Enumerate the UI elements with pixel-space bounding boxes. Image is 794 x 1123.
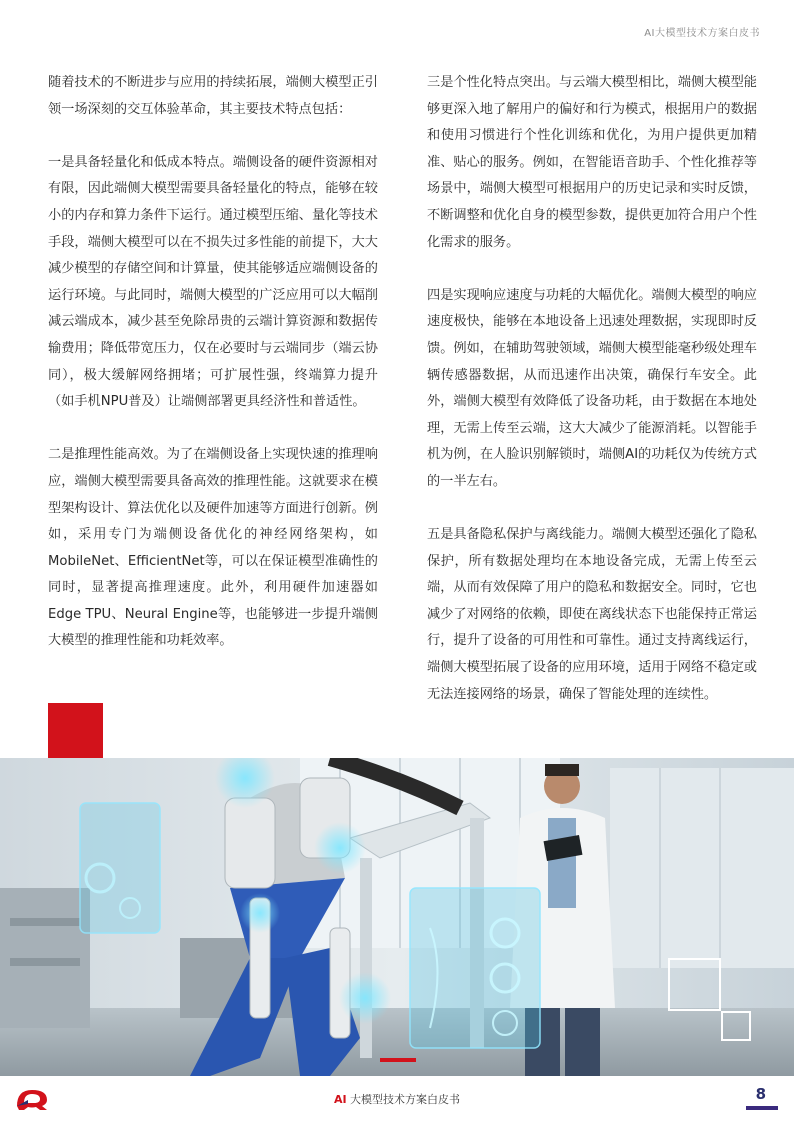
red-accent-square — [48, 703, 103, 758]
footer-title — [0, 1091, 794, 1107]
footer-title-rest: 大模型技术方案白皮书 — [346, 1093, 461, 1106]
left-column — [48, 70, 378, 682]
page-number: 8 — [755, 1085, 766, 1103]
paragraph-lightweight: 一是具备轻量化和低成本特点。端侧设备的硬件资源相对有限，因此端侧大模型需要具备轻量化的特点，能够在较小的内存和算力条件下运行。通过模型压缩、量化等技术手段，端侧大模型可以在不损失过多性能的前提下，大大减少模型的存储空间和计算量，使其能够适应端侧设备的运行环境。与此同时，端侧大模型的广泛应用可以大幅削减云端成本，减少甚至免除昂贵的云端计算资源和数据传输费用；降低带宽压力，仅在必要时与云端同步（端云协同），极大缓解网络拥堵；可扩展性强，终端算力提升（如手机NPU普及）让端侧部署更具经济性和普适性。 — [48, 154, 378, 410]
header-title: AI大模型技术方案白皮书 — [644, 28, 760, 39]
intro-paragraph: 随着技术的不断进步与应用的持续拓展，端侧大模型正引领一场深刻的交互体验革命，其主要技术特点包括： — [48, 75, 378, 117]
photo-frame-outline-large — [668, 958, 721, 1011]
paragraph-inference: 二是推理性能高效。为了在端侧设备上实现快速的推理响应，端侧大模型需要具备高效的推理性能。这就要求在模型架构设计、算法优化以及硬件加速等方面进行创新。例如，采用专门为端侧设备优化的神经网络架构，如MobileNet、EfficientNet等，可以在保证模型准确性的同时，显著提高推理速度。此外，利用硬件加速器如Edge TPU、Neural Engine等，也能够进一步提升端侧大模型的推理性能和功耗效率。 — [48, 447, 378, 649]
paragraph-privacy-offline: 五是具备隐私保护与离线能力。端侧大模型还强化了隐私保护，所有数据处理均在本地设备完成，无需上传至云端，从而有效保障了用户的隐私和数据安全。同时，它也减少了对网络的依赖，即使在离线状态下也能保持正常运行，提升了设备的可用性和可靠性。通过支持离线运行，端侧大模型拓展了设备的应用环境，适用于网络不稳定或无法连接网络的场景，确保了智能处理的连续性。 — [427, 527, 757, 702]
exoskeleton-rehab-photo — [0, 758, 794, 1076]
paragraph-personalization: 三是个性化特点突出。与云端大模型相比，端侧大模型能够更深入地了解用户的偏好和行为模式，根据用户的数据和使用习惯进行个性化训练和优化，为用户提供更加精准、贴心的服务。例如，在智能语音助手、个性化推荐等场景中，端侧大模型可根据用户的历史记录和实时反馈，不断调整和优化自身的模型参数，提供更加符合用户个性化需求的服务。 — [427, 75, 757, 250]
page-number-bar — [746, 1106, 778, 1110]
right-column — [427, 70, 757, 735]
footer-title-ai: AI — [333, 1093, 347, 1106]
paragraph-response-power: 四是实现响应速度与功耗的大幅优化。端侧大模型的响应速度极快，能够在本地设备上迅速处理数据，实现即时反馈。例如，在辅助驾驶领域，端侧大模型能毫秒级处理车辆传感器数据，从而迅速作出决策，确保行车安全。此外，端侧大模型有效降低了设备功耗，由于数据在本地处理，无需上传至云端，这大大减少了能源消耗。以智能手机为例，在人脸识别解锁时，端侧AI的功耗仅为传统方式的一半左右。 — [427, 287, 757, 489]
photo-frame-outline-small — [721, 1011, 751, 1041]
